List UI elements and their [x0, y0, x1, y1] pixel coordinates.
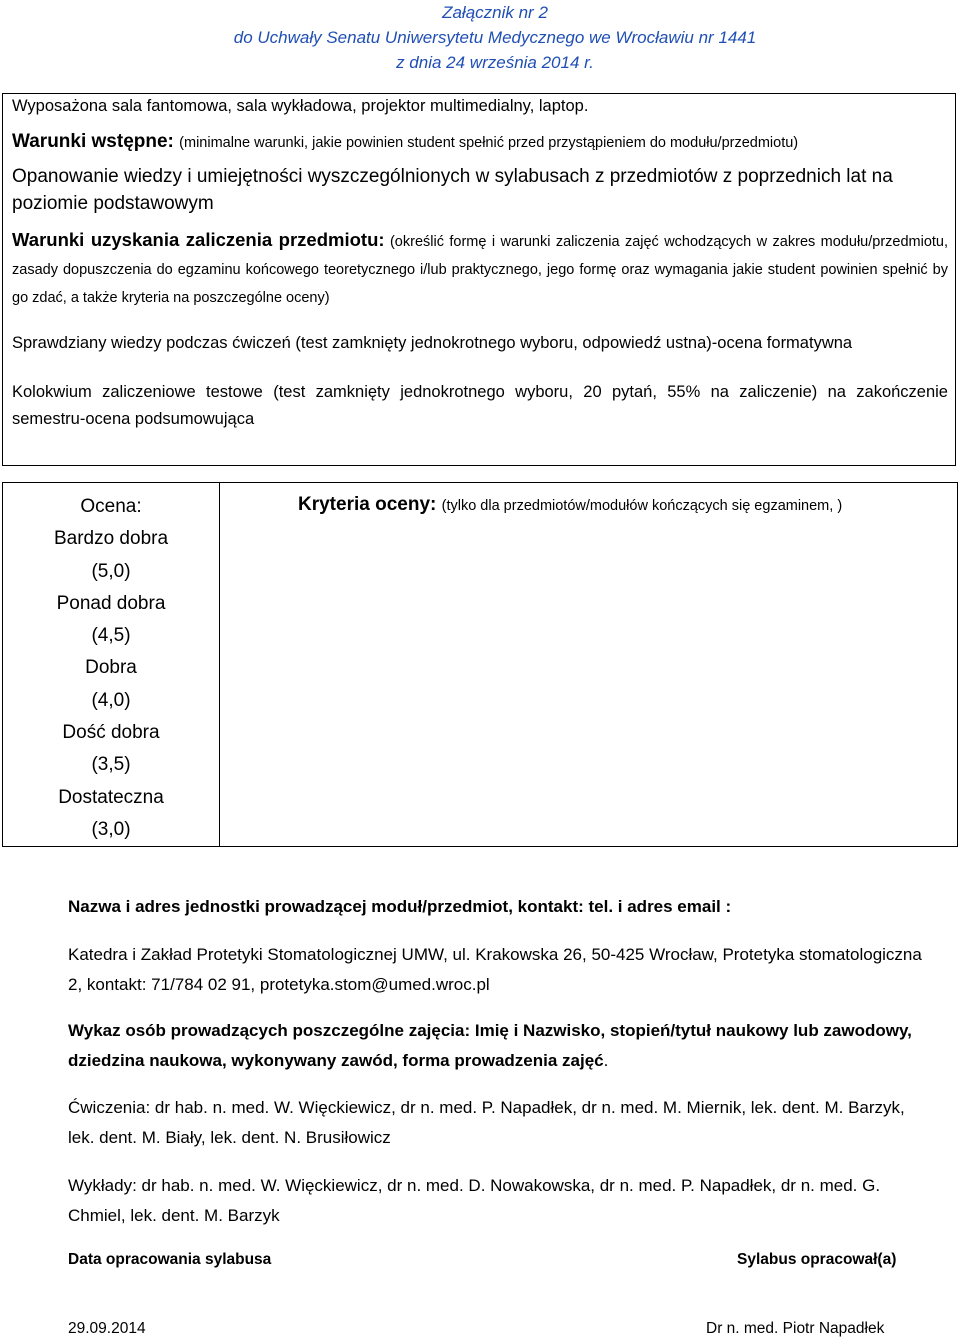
staff-lectures: Wykłady: dr hab. n. med. W. Więckiewicz, dr n. med. D. Nowakowska, dr n. med. P. Napadłek, dr n. med. G. Chmiel, lek. dent. M. Barzyk [68, 1176, 881, 1225]
grades-column [3, 483, 220, 847]
prerequisites-text: Opanowanie wiedzy i umiejętności wyszczególnionych w sylabusach z przedmiotów z poprzednich lat na poziomie podstawowym [12, 166, 893, 214]
passing-note: (określić formę i warunki zaliczenia zajęć wchodzących w zakres modułu/przedmiotu, zasady dopuszczenia do egzaminu końcowego teoretycznego i/lub praktycznego, jego formę oraz wymagania jakie student powinien spełnić by go zdać, a także kryteria na poszczególne oceny) [12, 234, 949, 306]
unit-heading [68, 892, 928, 922]
grade-name: Dobra [85, 657, 137, 679]
resolution-date: z dnia 24 września 2014 r. [396, 53, 594, 72]
syllabus-author: Dr n. med. Piotr Napadłek [706, 1320, 885, 1337]
resolution-reference: do Uchwały Senatu Uniwersytetu Medycznego we Wrocławiu nr 1441 [233, 28, 757, 47]
author-label [737, 1251, 896, 1269]
criteria-note: (tylko dla przedmiotów/modułów kończących się egzaminem, ) [441, 498, 843, 514]
prerequisites-label: Warunki wstępne: [12, 131, 174, 152]
document-header [200, 0, 790, 75]
grade-value: (4,5) [91, 625, 131, 647]
grade-name: Dość dobra [62, 722, 160, 744]
grades-table [2, 482, 958, 847]
grade-value: (4,0) [91, 689, 131, 711]
staff-heading [68, 1016, 928, 1076]
grade-value: (3,5) [91, 754, 131, 776]
criteria-column [220, 483, 958, 847]
passing-conditions [12, 226, 948, 312]
date-label-text: Data opracowania sylabusa [68, 1251, 272, 1268]
passing-label: Warunki uzyskania zaliczenia przedmiotu: [12, 229, 385, 250]
grade-name: Ponad dobra [56, 592, 166, 614]
attachment-label: Załącznik nr 2 [442, 3, 548, 22]
author-label-text: Sylabus opracował(a) [737, 1251, 897, 1268]
staff-exercises: Ćwiczenia: dr hab. n. med. W. Więckiewicz, dr n. med. P. Napadłek, dr n. med. M. Miernik, lek. dent. M. Barzyk, lek. dent. M. Biały, lek. dent. N. Brusiłowicz [68, 1098, 905, 1147]
criteria-label: Kryteria oceny: [298, 494, 437, 515]
unit-address: Katedra i Zakład Protetyki Stomatologicznej UMW, ul. Krakowska 26, 50-425 Wrocław, Protetyka stomatologiczna 2, kontakt: 71/784 02 91, protetyka.stom@umed.wroc.pl [68, 945, 922, 994]
grade-value: (3,0) [91, 818, 131, 840]
grade-name: Bardzo dobra [53, 528, 169, 550]
assessment-formative: Sprawdziany wiedzy podczas ćwiczeń (test zamknięty jednokrotnego wyboru, odpowiedź ustna)-ocena formatywna [12, 334, 853, 352]
grade-name: Dostateczna [58, 786, 164, 808]
grades-header: Ocena: [80, 496, 142, 517]
unit-heading-text: Nazwa i adres jednostki prowadzącej moduł/przedmiot, kontakt: tel. i adres email : [68, 897, 732, 916]
syllabus-date: 29.09.2014 [68, 1320, 146, 1337]
prerequisites-heading [12, 131, 952, 153]
grade-value: (5,0) [91, 560, 131, 582]
date-label [68, 1251, 271, 1269]
equipment-text: Wyposażona sala fantomowa, sala wykładowa, projektor multimedialny, laptop. [12, 97, 589, 115]
assessment-summative: Kolokwium zaliczeniowe testowe (test zamknięty jednokrotnego wyboru, 20 pytań, 55% na zaliczenie) na zakończenie semestru-ocena podsumowująca [12, 383, 948, 428]
staff-heading-end: . [603, 1051, 609, 1070]
staff-heading-text: Wykaz osób prowadzących poszczególne zajęcia: Imię i Nazwisko, stopień/tytuł naukowy lub zawodowy, dziedzina naukowa, wykonywany zawód, forma prowadzenia zajęć [68, 1021, 912, 1070]
prerequisites-note: (minimalne warunki, jakie powinien student spełnić przed przystąpieniem do modułu/przedmiotu) [179, 135, 799, 151]
